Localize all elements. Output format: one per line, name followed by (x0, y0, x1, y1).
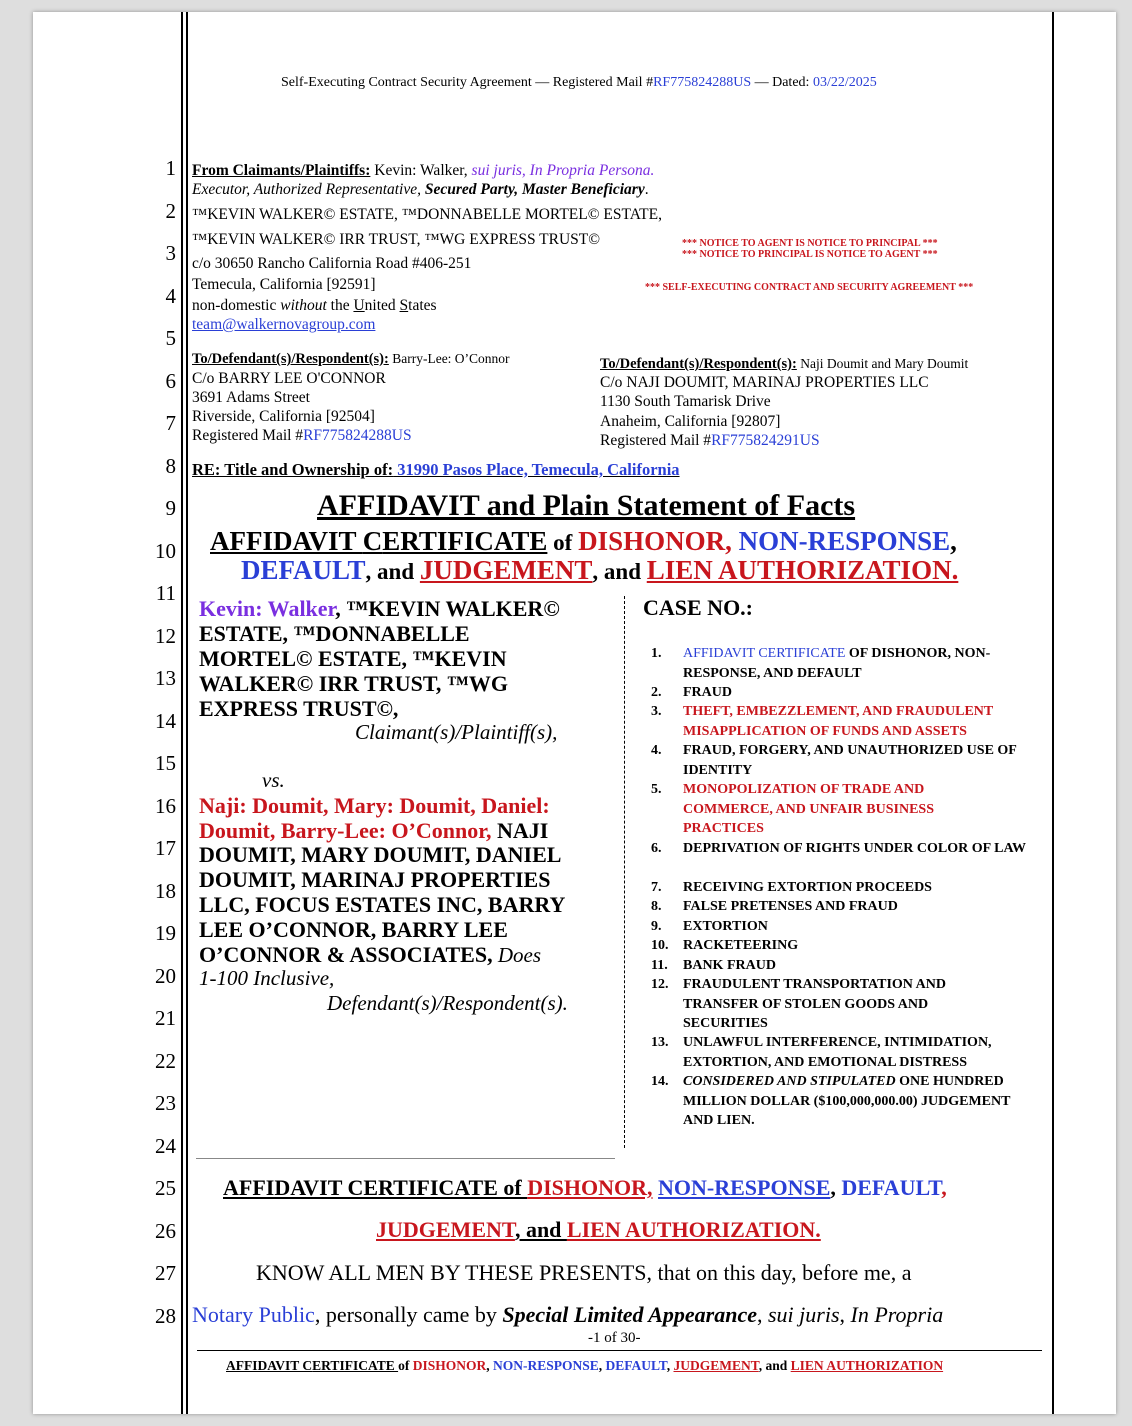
claimant-line-2: ESTATE, ™DONNABELLE (199, 621, 470, 646)
from-label: From Claimants/Plaintiffs: (192, 162, 371, 179)
line-number: 23 (155, 1091, 176, 1115)
claimant-line-1: Kevin: Walker, ™KEVIN WALKER© (199, 596, 560, 621)
line-number: 13 (155, 666, 176, 690)
to-left-mail: Registered Mail #RF775824288US (192, 427, 412, 444)
from-status: sui juris, In Propria Persona. (471, 162, 655, 179)
from-address-1: c/o 30650 Rancho California Road #406-251 (192, 255, 472, 272)
to-right-line-1: C/o NAJI DOUMIT, MARINAJ PROPERTIES LLC (600, 374, 929, 391)
re-property[interactable]: 31990 Pasos Place, Temecula, California (393, 460, 680, 479)
defendant-line-5: LLC, FOCUS ESTATES INC, BARRY (199, 892, 566, 917)
to-left-line-3: Riverside, California [92504] (192, 408, 375, 425)
line-number: 14 (155, 709, 176, 733)
non-domestic-line: non-domestic without the United States (192, 297, 437, 314)
line-number: 16 (155, 794, 176, 818)
defendant-line-8: 1-100 Inclusive, (199, 966, 335, 990)
caption-divider (624, 596, 625, 1148)
defendant-role: Defendant(s)/Respondent(s). (327, 991, 568, 1015)
line-number: 18 (155, 879, 176, 903)
right-margin-rule (1052, 12, 1054, 1414)
from-role: Executor, Authorized Representative, Secured Party, Master Beneficiary. (192, 181, 649, 198)
email-link[interactable]: team@walkernovagroup.com (192, 316, 376, 333)
to-right-mail: Registered Mail #RF775824291US (600, 432, 820, 449)
header-mail-number: RF775824288US (653, 75, 752, 90)
left-margin-rule-outer (181, 12, 183, 1414)
line-number: 28 (155, 1304, 176, 1328)
from-estates-1: ™KEVIN WALKER© ESTATE, ™DONNABELLE MORTEL© ESTATE, (192, 206, 662, 223)
line-number: 15 (155, 751, 176, 775)
defendant-line-1: Naji: Doumit, Mary: Doumit, Daniel: (199, 793, 550, 818)
re-line: RE: Title and Ownership of: 31990 Pasos Place, Temecula, California (192, 460, 680, 479)
line-number: 9 (165, 496, 176, 520)
line-number: 4 (165, 284, 176, 308)
body-line-28: Notary Public, personally came by Special Limited Appearance, sui juris, In Propria (192, 1302, 944, 1327)
running-footer: AFFIDAVIT CERTIFICATE of DISHONOR, NON-RESPONSE, DEFAULT, JUDGEMENT, and LIEN AUTHORIZATION (226, 1358, 944, 1373)
line-number: 26 (155, 1219, 176, 1243)
line-number: 22 (155, 1049, 176, 1073)
to-right-heading: To/Defendant(s)/Respondent(s): Naji Doumit and Mary Doumit (600, 356, 969, 372)
title-line-1: AFFIDAVIT and Plain Statement of Facts (317, 489, 856, 522)
to-left-heading: To/Defendant(s)/Respondent(s): Barry-Lee: O’Connor (192, 351, 510, 367)
versus: vs. (262, 768, 285, 792)
from-line: From Claimants/Plaintiffs: Kevin: Walker, sui juris, In Propria Persona. (192, 162, 655, 179)
case-number-label: CASE NO.: (643, 595, 754, 620)
defendant-line-2: Doumit, Barry-Lee: O’Connor, NAJI (199, 818, 549, 843)
to-left-line-1: C/o BARRY LEE O'CONNOR (192, 370, 386, 387)
document-page: Self-Executing Contract Security Agreement — Registered Mail #RF775824288US — Dated: 03/22/2025 1 2 3 4 5 6 7 8 9 10 11 12 13 14 15 16 17 18 19 20 21 22 23 24 25 26 27 28 From Claimants/Plaintiffs: Kevin: Walker, sui juris, In Propria Persona. Executor, Authorized Representative, Secured Party, Master Beneficiary. ™KEVIN WALKER© ESTATE, ™DONNABELLE MORTEL© ESTATE, ™KEVIN WALKER© IRR TRUST, ™WG EXPRESS TRUST© c/o 30650 Rancho California Road #406-251 Temecula, California [92591] non-domestic without the United States team@walkernovagroup.com *** NOTICE TO AGENT IS NOTICE TO PRINCIPAL *** *** NOTICE TO PRINCIPAL IS NOTICE TO AGENT *** *** SELF-EXECUTING CONTRACT AND SECURITY AGREEMENT *** To/Defendant(s)/Respondent(s): Barry-Lee: O’Connor C/o BARRY LEE O'CONNOR 3691 Adams Street Riverside, California [92504] Registered Mail #RF775824288US To/Defendant(s)/Respondent(s): Naji Doumit and Mary Doumit C/o NAJI DOUMIT, MARINAJ PROPERTIES LLC 1130 South Tamarisk Drive Anaheim, California [92807] Registered Mail #RF775824291US RE: Title and Ownership of: 31990 Pasos Place, Temecula, California AFFIDAVIT and Plain Statement of Facts AFFIDAVIT CERTIFICATE of DISHONOR, NON-RESPONSE, DEFAULT, and JUDGEMENT, and LIEN AUTHORIZATION. Kevin: Walker, ™KEVIN WALKER© ESTATE, ™DONNABELLE MORTEL© ESTATE, ™KEVIN WALKER© IRR TRUST, ™WG EXPRESS TRUST©, Claimant(s)/Plaintiff(s), vs. Naji: Doumit, Mary: Doumit, Daniel: Doumit, Barry-Lee: O’Connor, NAJI DOUMIT, MARY DOUMIT, DANIEL DOUMIT, MARINAJ PROPERTIES LLC, FOCUS ESTATES INC, BARRY LEE O’CONNOR, BARRY LEE O’CONNOR & ASSOCIATES, Does 1-100 Inclusive, Defendant(s)/Respondent(s). CASE NO.: 1. AFFIDAVIT CERTIFICATE OF DISHONOR, NON-RESPONSE, AND DEFAULT 2. FRAUD 3. THEFT, EMBEZZLEMENT, AND FRAUDULENT MISAPPLICATION OF FUNDS AND ASSETS 4. FRAUD, FORGERY, AND UNAUTHORIZED USE OF IDENTITY 5. MONOPOLIZATION OF TRADE AND COMMERCE, AND UNFAIR BUSINESS PRACTICES 6. DEPRIVATION OF RIGHTS UNDER COLOR OF LAW 7. RECEIVING EXTORTION PROCEEDS 8. FALSE PRETENSES AND FRAUD 9. EXTORTION 10. RACKETEERING 11. BANK FRAUD 12. FRAUDULENT TRANSPORTATION AND TRANSFER OF STOLEN GOODS AND SECURITIES 13. UNLAWFUL INTERFERENCE, INTIMIDATION, EXTORTION, AND EMOTIONAL DISTRESS 14. CONSIDERED AND STIPULATED ONE HUNDRED MILLION DOLLAR ($100,000,000.00) JUDGEMENT AND LIEN. AFFIDAVIT CERTIFICATE of DISHONOR, NON-RESPONSE, DEFAULT, JUDGEMENT, and LIEN AUTHORIZATION. KNOW ALL MEN BY THESE PRESENTS, that on this day, before me, a Notary Public, personally came by Special Limited Appearance, sui juris, In Propria -1 of 30- AFFIDAVIT CERTIFICATE of DISHONOR, NON-RESPONSE, DEFAULT, JUDGEMENT, and LIEN AUTHORIZATION (33, 12, 1116, 1414)
line-number: 20 (155, 964, 176, 988)
section-heading-1: AFFIDAVIT CERTIFICATE of DISHONOR, NON-RESPONSE, DEFAULT, (223, 1175, 947, 1200)
left-margin-rule-inner (186, 12, 188, 1414)
body-line-27: KNOW ALL MEN BY THESE PRESENTS, that on this day, before me, a (256, 1260, 912, 1285)
to-right-line-3: Anaheim, California [92807] (600, 413, 781, 430)
line-number: 7 (165, 411, 176, 435)
from-estates-2: ™KEVIN WALKER© IRR TRUST, ™WG EXPRESS TRUST© (192, 231, 601, 248)
line-number: 17 (155, 836, 176, 860)
line-number: 12 (155, 624, 176, 648)
defendant-line-6: LEE O’CONNOR, BARRY LEE (199, 917, 508, 942)
case-item: 1. AFFIDAVIT CERTIFICATE OF DISHONOR, NON-RESPONSE, AND DEFAULT (651, 646, 991, 681)
defendant-line-4: DOUMIT, MARINAJ PROPERTIES (199, 867, 551, 892)
header-date: 03/22/2025 (812, 75, 877, 90)
line-number: 21 (155, 1006, 176, 1030)
notice-principal: *** NOTICE TO PRINCIPAL IS NOTICE TO AGENT *** (682, 249, 938, 260)
to-right-line-2: 1130 South Tamarisk Drive (600, 393, 771, 410)
line-number: 1 (165, 156, 176, 180)
line-number: 19 (155, 921, 176, 945)
claimant-line-4: WALKER© IRR TRUST, ™WG (199, 671, 509, 696)
to-left-line-2: 3691 Adams Street (192, 389, 310, 406)
line-number: 27 (155, 1261, 176, 1285)
running-header: Self-Executing Contract Security Agreement — Registered Mail #RF775824288US — Dated: 03/22/2025 (281, 75, 877, 90)
footer-rule (197, 1350, 1042, 1351)
line-number: 24 (155, 1134, 176, 1158)
line-number: 8 (165, 454, 176, 478)
defendant-line-3: DOUMIT, MARY DOUMIT, DANIEL (199, 842, 562, 867)
claimant-role: Claimant(s)/Plaintiff(s), (355, 720, 558, 744)
line-number: 25 (155, 1176, 176, 1200)
section-heading-2: JUDGEMENT, and LIEN AUTHORIZATION. (376, 1217, 821, 1242)
title-line-3: DEFAULT, and JUDGEMENT, and LIEN AUTHORIZATION. (241, 555, 959, 585)
notary-public: Notary Public (192, 1302, 315, 1327)
from-address-2: Temecula, California [92591] (192, 276, 376, 293)
notice-agent: *** NOTICE TO AGENT IS NOTICE TO PRINCIPAL *** (682, 238, 938, 249)
line-number: 11 (155, 581, 176, 605)
line-number: 10 (155, 539, 176, 563)
notice-contract: *** SELF-EXECUTING CONTRACT AND SECURITY AGREEMENT *** (645, 282, 974, 293)
page-number: -1 of 30- (588, 1330, 641, 1346)
line-number: 6 (165, 369, 176, 393)
line-number: 2 (165, 199, 176, 223)
line-number: 5 (165, 326, 176, 350)
defendant-line-7: O’CONNOR & ASSOCIATES, Does (199, 942, 542, 967)
claimant-line-5: EXPRESS TRUST©, (199, 696, 399, 721)
caption-bottom-rule (196, 1158, 615, 1159)
claimant-line-3: MORTEL© ESTATE, ™KEVIN (199, 646, 507, 671)
title-line-2: AFFIDAVIT CERTIFICATE of DISHONOR, NON-RESPONSE, (210, 526, 957, 556)
line-number: 3 (165, 241, 176, 265)
